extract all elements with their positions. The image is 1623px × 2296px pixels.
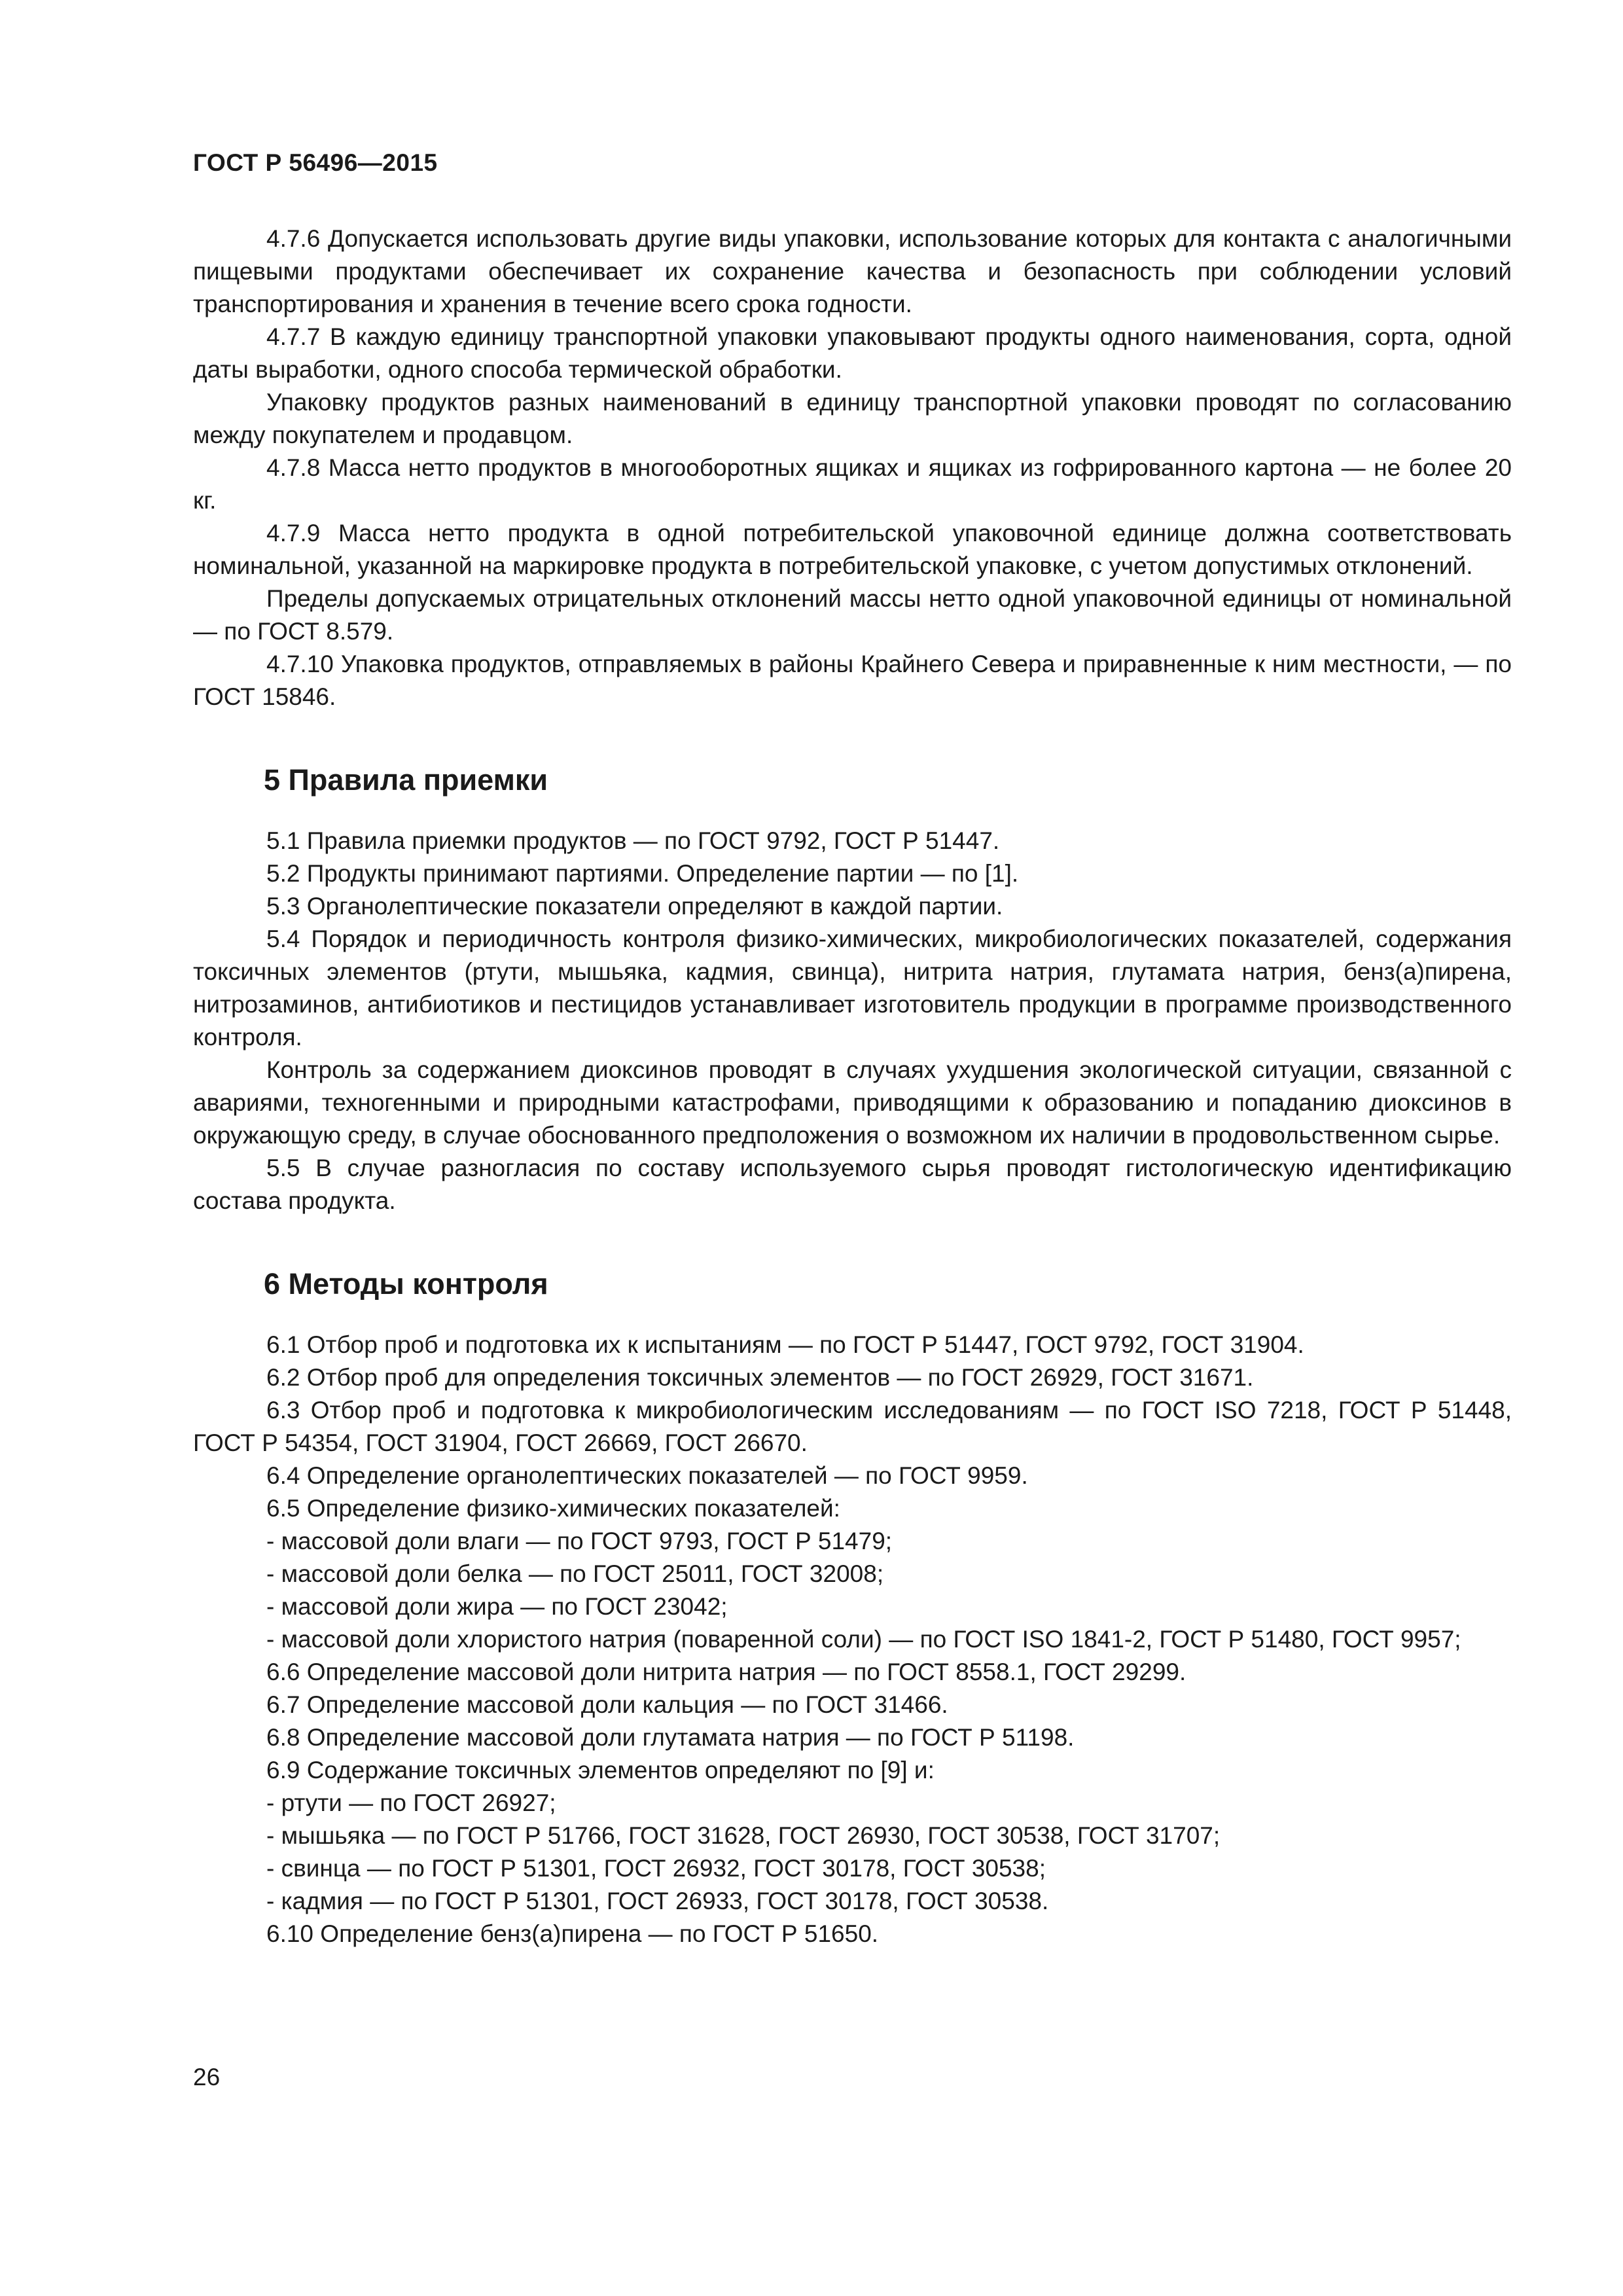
list-item: 6.9 Содержание токсичных элементов определяют по [9] и:	[266, 1757, 935, 1784]
list-item: - массовой доли жира — по ГОСТ 23042;	[266, 1593, 728, 1620]
list-item: 6.1 Отбор проб и подготовка их к испытаниям — по ГОСТ Р 51447, ГОСТ 9792, ГОСТ 31904.	[266, 1331, 1304, 1358]
paragraph: Упаковку продуктов разных наименований в единицу транспортной упаковки проводят по согласованию между покупателем и продавцом.	[193, 389, 1512, 448]
paragraph: 4.7.9 Масса нетто продукта в одной потребительской упаковочной единице должна соответствовать номинальной, указанной на маркировке продукта в потребительской упаковке, с учетом допустимых отклонений.	[193, 520, 1512, 579]
list-item: 6.6 Определение массовой доли нитрита натрия — по ГОСТ 8558.1, ГОСТ 29299.	[266, 1659, 1186, 1685]
paragraph: 4.7.6 Допускается использовать другие виды упаковки, использование которых для контакта с аналогичными пищевыми продуктами обеспечивает их сохранение качества и безопасность при соблюдении условий транспортирования и хранения в течение всего срока годности.	[193, 225, 1512, 317]
list-item: 5.2 Продукты принимают партиями. Определение партии — по [1].	[266, 860, 1019, 887]
paragraph: 5.4 Порядок и периодичность контроля физико-химических, микробиологических показателей, содержания токсичных элементов (ртути, мышьяка, кадмия, свинца), нитрита натрия, глутамата натрия, бенз(а)пирена, нитрозаминов, антибиотиков и пестицидов устанавливает изготовитель продукции в программе производственного контроля.	[193, 925, 1512, 1050]
paragraph: 4.7.10 Упаковка продуктов, отправляемых в районы Крайнего Севера и приравненные к ним местности, — по ГОСТ 15846.	[193, 651, 1512, 710]
list-item: 5.3 Органолептические показатели определяют в каждой партии.	[266, 893, 1003, 920]
document-code-header: ГОСТ Р 56496—2015	[193, 149, 438, 176]
list-item: - мышьяка — по ГОСТ Р 51766, ГОСТ 31628, ГОСТ 26930, ГОСТ 30538, ГОСТ 31707;	[266, 1822, 1221, 1849]
paragraph: 6.3 Отбор проб и подготовка к микробиологическим исследованиям — по ГОСТ ISO 7218, ГОСТ Р 51448, ГОСТ Р 54354, ГОСТ 31904, ГОСТ 26669, ГОСТ 26670.	[193, 1397, 1512, 1456]
list-item: 5.1 Правила приемки продуктов — по ГОСТ 9792, ГОСТ Р 51447.	[266, 827, 1000, 854]
document-page	[193, 0, 1512, 2296]
list-item: 6.5 Определение физико-химических показателей:	[266, 1495, 840, 1522]
list-item: 6.7 Определение массовой доли кальция — по ГОСТ 31466.	[266, 1691, 948, 1718]
list-item: - кадмия — по ГОСТ Р 51301, ГОСТ 26933, ГОСТ 30178, ГОСТ 30538.	[266, 1888, 1049, 1914]
list-item: 6.8 Определение массовой доли глутамата натрия — по ГОСТ Р 51198.	[266, 1724, 1075, 1751]
list-item: - массовой доли белка — по ГОСТ 25011, ГОСТ 32008;	[266, 1560, 884, 1587]
paragraph: 4.7.7 В каждую единицу транспортной упаковки упаковывают продукты одного наименования, сорта, одной даты выработки, одного способа термической обработки.	[193, 323, 1512, 383]
paragraph: Пределы допускаемых отрицательных отклонений массы нетто одной упаковочной единицы от номинальной — по ГОСТ 8.579.	[193, 585, 1512, 645]
section-heading: 6 Методы контроля	[264, 1267, 548, 1300]
list-item: 6.2 Отбор проб для определения токсичных элементов — по ГОСТ 26929, ГОСТ 31671.	[266, 1364, 1254, 1391]
paragraph: - массовой доли хлористого натрия (поваренной соли) — по ГОСТ ISO 1841-2, ГОСТ Р 51480, ГОСТ 9957;	[266, 1626, 1461, 1653]
document-body	[193, 223, 1512, 1950]
list-item: - массовой доли влаги — по ГОСТ 9793, ГОСТ Р 51479;	[266, 1528, 893, 1554]
paragraph: Контроль за содержанием диоксинов проводят в случаях ухудшения экологической ситуации, связанной с авариями, техногенными и природными катастрофами, приводящими к образованию и попаданию диоксинов в окружающую среду, в случае обоснованного предположения о возможном их наличии в продовольственном сырье.	[193, 1056, 1512, 1149]
paragraph: 5.5 В случае разногласия по составу используемого сырья проводят гистологическую идентификацию состава продукта.	[193, 1155, 1512, 1214]
list-item: 6.4 Определение органолептических показателей — по ГОСТ 9959.	[266, 1462, 1028, 1489]
page-number: 26	[193, 2064, 221, 2090]
list-item: 6.10 Определение бенз(а)пирена — по ГОСТ Р 51650.	[266, 1920, 879, 1947]
list-item: - ртути — по ГОСТ 26927;	[266, 1789, 556, 1816]
paragraph: 4.7.8 Масса нетто продуктов в многооборотных ящиках и ящиках из гофрированного картона — не более 20 кг.	[193, 454, 1512, 514]
list-item: - свинца — по ГОСТ Р 51301, ГОСТ 26932, ГОСТ 30178, ГОСТ 30538;	[266, 1855, 1046, 1882]
section-heading: 5 Правила приемки	[264, 763, 548, 797]
